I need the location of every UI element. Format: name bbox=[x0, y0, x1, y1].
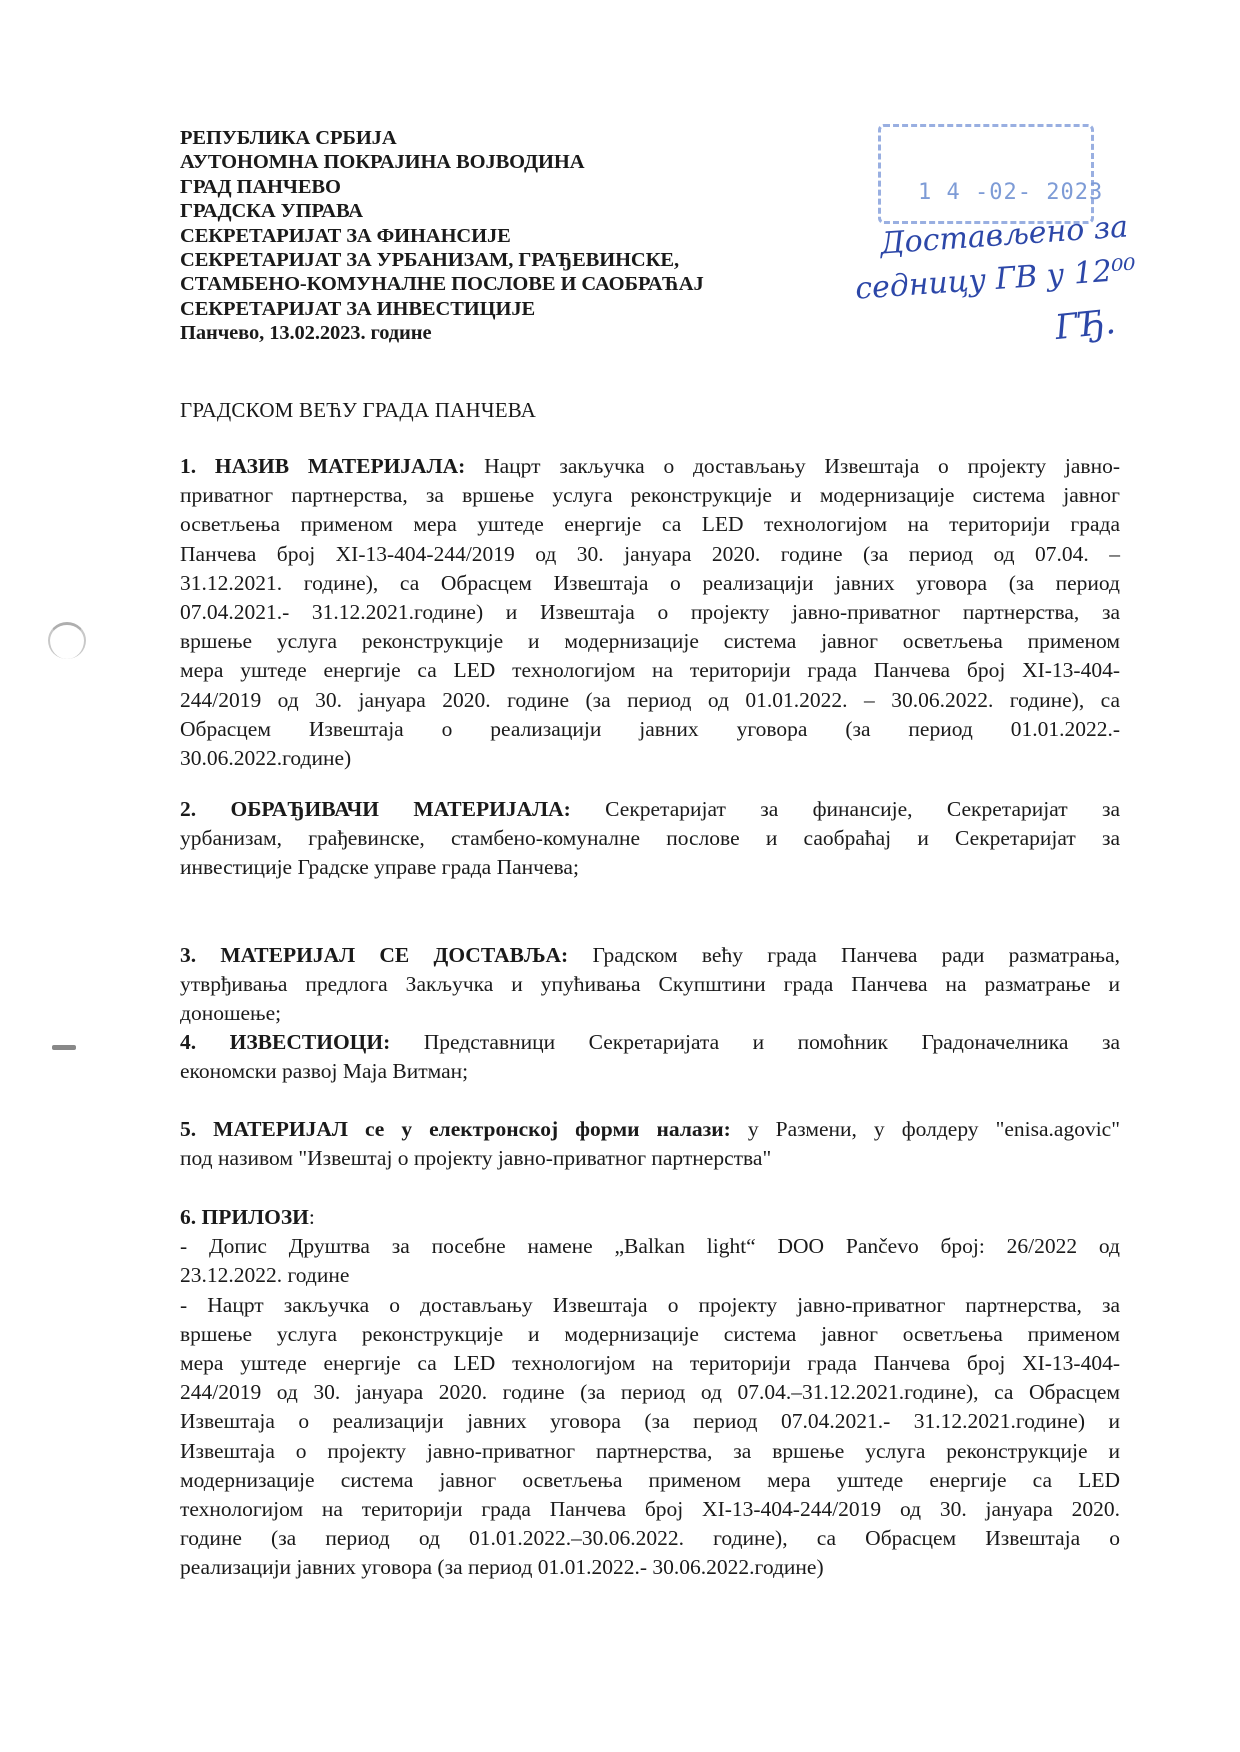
header-line-secretariat-urbanism-cont: СТАМБЕНО-КОМУНАЛНЕ ПОСЛОВЕ И САОБРАЋАЈ bbox=[180, 273, 704, 296]
header-line-secretariat-urbanism: СЕКРЕТАРИЈАТ ЗА УРБАНИЗАМ, ГРАЂЕВИНСКЕ, bbox=[180, 249, 679, 272]
section-1-material-title: 1. НАЗИВ МАТЕРИЈАЛА: Нацрт закључка о достављању Извештаја о пројекту јавно- приватног партнерства, за вршење услуга реконструкције и модернизације система јавног осветљења применом мера уштеде енергије са LED технологијом на територији града Панчева број XI-13-404-244/2019 од 30. јануара 2020. године (за период од 07.04. – 31.12.2021. године), са Обрасцем Извештаја о реализацији јавних уговора (за период 07.04.2021.- 31.12.2021.године) и Извештаја о пројекту јавно-приватног партнерства, за вршење услуга реконструкције и модернизације система јавног осветљења применом мера уштеде енергије са LED технологијом на територији града Панчева број XI-13-404- 244/2019 од 30. јануара 2020. године (за период од 01.01.2022. – 30.06.2022. године), са Обрасцем Извештаја о реализацији јавних уговора (за период 01.01.2022.- 30.06.2022.године) bbox=[180, 454, 1121, 770]
section-3-material-delivered-to: 3. МАТЕРИЈАЛ СЕ ДОСТАВЉА: Градском већу града Панчева ради разматрања, утврђивања предлога Закључка и упућивања Скупштини града Панчева на разматрање и доношење; bbox=[180, 943, 1120, 1026]
punch-hole-mark bbox=[48, 622, 86, 659]
section-label: 5. МАТЕРИЈАЛ се у електронској форми налази: bbox=[180, 1117, 731, 1141]
header-line-place-date: Панчево, 13.02.2023. године bbox=[180, 322, 432, 345]
header-line-administration: ГРАДСКА УПРАВА bbox=[180, 200, 363, 223]
section-5-electronic-location: 5. МАТЕРИЈАЛ се у електронској форми налази: у Размени, у фолдеру "enisa.agovic" под називом "Извештај о пројекту јавно-приватног партнерства" bbox=[180, 1117, 1120, 1171]
attachment-item: - Нацрт закључка о достављању Извештаја о пројекту јавно-приватног партнерства, за bbox=[180, 1292, 1120, 1317]
header-line-country: РЕПУБЛИКА СРБИЈА bbox=[180, 127, 397, 149]
attachment-item: - Допис Друштва за посебне намене „Balkan light“ DOO Pančevo број: 26/2022 од bbox=[180, 1234, 1120, 1259]
handwritten-note-line-2: седницу ГВ у 12⁰⁰ bbox=[854, 252, 1138, 307]
section-label: 4. ИЗВЕСТИОЦИ: bbox=[180, 1030, 391, 1054]
header-line-province: АУТОНОМНА ПОКРАЈИНА ВОЈВОДИНА bbox=[180, 151, 585, 174]
section-2-material-authors: 2. ОБРАЂИВАЧИ МАТЕРИЈАЛА: Секретаријат за финансије, Секретаријат за урбанизам, грађевинске, стамбено-комуналне послове и саобраћај и Секретаријат за инвестиције Градске управе града Панчева; bbox=[180, 797, 1120, 880]
handwritten-signature: ГЂ. bbox=[1053, 301, 1118, 349]
header-line-city: ГРАД ПАНЧЕВО bbox=[180, 175, 341, 198]
stamp-date: 1 4 -02- 2023 bbox=[918, 180, 1104, 205]
document-header bbox=[180, 126, 704, 346]
section-label: 3. МАТЕРИЈАЛ СЕ ДОСТАВЉА: bbox=[180, 943, 569, 967]
handwritten-note-line-1: Достављено за bbox=[879, 209, 1130, 262]
section-label: 6. ПРИЛОЗИ bbox=[180, 1205, 309, 1229]
scan-artifact-mark bbox=[52, 1045, 76, 1050]
section-4-rapporteurs: 4. ИЗВЕСТИОЦИ: Представници Секретаријата и помоћник Градоначелника за економски развој Маја Витман; bbox=[180, 1030, 1120, 1084]
header-line-secretariat-investments: СЕКРЕТАРИЈАТ ЗА ИНВЕСТИЦИЈЕ bbox=[180, 297, 536, 320]
header-line-secretariat-finance: СЕКРЕТАРИЈАТ ЗА ФИНАНСИЈЕ bbox=[180, 224, 511, 247]
addressee: ГРАДСКОМ ВЕЋУ ГРАДА ПАНЧЕВА bbox=[180, 398, 536, 422]
section-6-attachments: 6. ПРИЛОЗИ: - Допис Друштва за посебне намене „Balkan light“ DOO Pančevo број: 26/2022 од 23.12.2022. године - Нацрт закључка о достављању Извештаја о пројекту јавно-приватног партнерства, за вршење услуга реконструкције и модернизације система јавног осветљења применом мера уштеде енергије са LED технологијом на територији града Панчева број XI-13-404- 244/2019 од 30. јануара 2020. године (за период од 07.04.–31.12.2021.године), са Обрасцем Извештаја о реализацији јавних уговора (за период 07.04.2021.- 31.12.2021.године) и Извештаја о пројекту јавно-приватног партнерства, за вршење услуга реконструкције и модернизације система јавног осветљења применом мера уштеде енергије са LED технологијом на територији града Панчева број XI-13-404-244/2019 од 30. јануара 2020. године (за период од 01.01.2022.–30.06.2022. године), са Обрасцем Извештаја о реализацији јавних уговора (за период 01.01.2022.- 30.06.2022.године) bbox=[180, 1205, 1120, 1580]
section-label: 2. ОБРАЂИВАЧИ МАТЕРИЈАЛА: bbox=[180, 797, 571, 821]
section-label: 1. НАЗИВ МАТЕРИЈАЛА: bbox=[180, 454, 466, 478]
received-stamp bbox=[878, 124, 1094, 224]
